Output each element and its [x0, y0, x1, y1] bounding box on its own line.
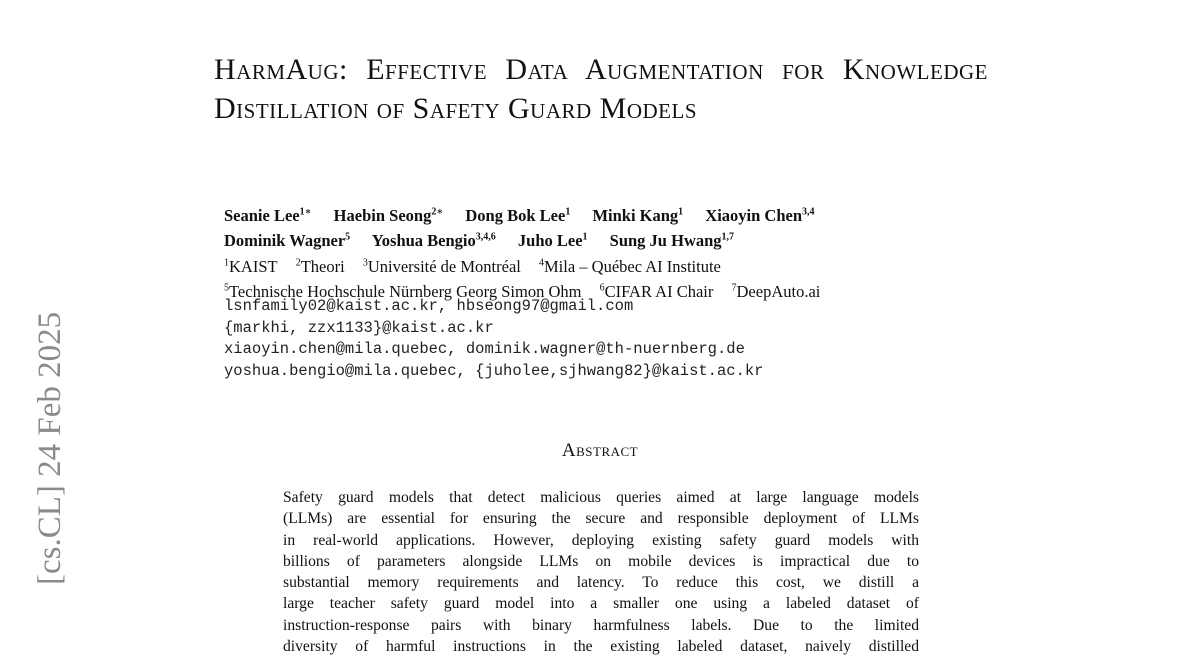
email-block: [224, 296, 764, 382]
affiliation-line-1: [224, 252, 984, 278]
affiliation: $^7$DeepAuto.ai: [731, 282, 821, 301]
abstract-heading: Abstract: [561, 440, 639, 461]
paper-title: HarmAug: Effective Data Augmentation for Knowledge Distillation of Safety Guard Models: [214, 53, 988, 125]
email-line: {markhi, zzx1133}@kaist.ac.kr: [224, 318, 494, 337]
author: Haebin Seong$^{2∗}$: [333, 205, 444, 225]
email-line: yoshua.bengio@mila.quebec, {juholee,sjhwang82}@kaist.ac.kr: [224, 361, 764, 380]
abstract-line: substantial memory requirements and latency. To reduce this cost, we distill a: [283, 574, 919, 592]
abstract-line: billions of parameters alongside LLMs on mobile devices is impractical due to: [283, 552, 919, 570]
abstract-line: in real-world applications. However, deploying existing safety guard models with: [283, 531, 919, 549]
author-block: [224, 201, 984, 303]
email-line: lsnfamily02@kaist.ac.kr, hbseong97@gmail.com: [224, 297, 634, 315]
abstract-line: Safety guard models that detect malicious queries aimed at large language models: [283, 489, 919, 506]
abstract-line: large teacher safety guard model into a smaller one using a labeled dataset of: [283, 595, 919, 613]
affiliation: $^3$Université de Montréal: [362, 256, 521, 276]
abstract-line: (LLMs) are essential for ensuring the secure and responsible deployment of LLMs: [283, 510, 919, 528]
author-line-2: [224, 227, 984, 253]
author: Juho Lee$^1$: [517, 231, 588, 250]
author: Yoshua Bengio$^{3,4,6}$: [371, 231, 496, 250]
author-line-1: [224, 201, 984, 227]
affiliation: $^2$Theori: [295, 256, 345, 276]
affiliation: $^4$Mila – Québec AI Institute: [539, 256, 721, 276]
author: Seanie Lee$^{1∗}$: [224, 205, 312, 225]
abstract-text: [283, 487, 919, 657]
author: Dominik Wagner$^5$: [224, 231, 351, 250]
author: Xiaoyin Chen$^{3,4}$: [705, 205, 815, 225]
affiliation: $^5$Technische Hochschule Nürnberg Georg Simon Ohm: [224, 282, 582, 301]
affiliation: $^1$KAIST: [224, 256, 278, 276]
arxiv-identifier: [28, 312, 72, 648]
abstract-line: diversity of harmful instructions in the existing labeled dataset, naively distilled: [283, 638, 919, 656]
email-line: xiaoyin.chen@mila.quebec, dominik.wagner@th-nuernberg.de: [224, 340, 745, 358]
abstract-line: instruction-response pairs with binary harmfulness labels. Due to the limited: [283, 616, 919, 634]
author: Minki Kang$^1$: [592, 205, 684, 225]
arxiv-stamp-text: [cs.CL] 24 Feb 2025: [32, 312, 68, 586]
author: Dong Bok Lee$^1$: [465, 205, 571, 225]
author: Sung Ju Hwang$^{1,7}$: [609, 231, 735, 250]
affiliation: $^6$CIFAR AI Chair: [599, 282, 714, 301]
